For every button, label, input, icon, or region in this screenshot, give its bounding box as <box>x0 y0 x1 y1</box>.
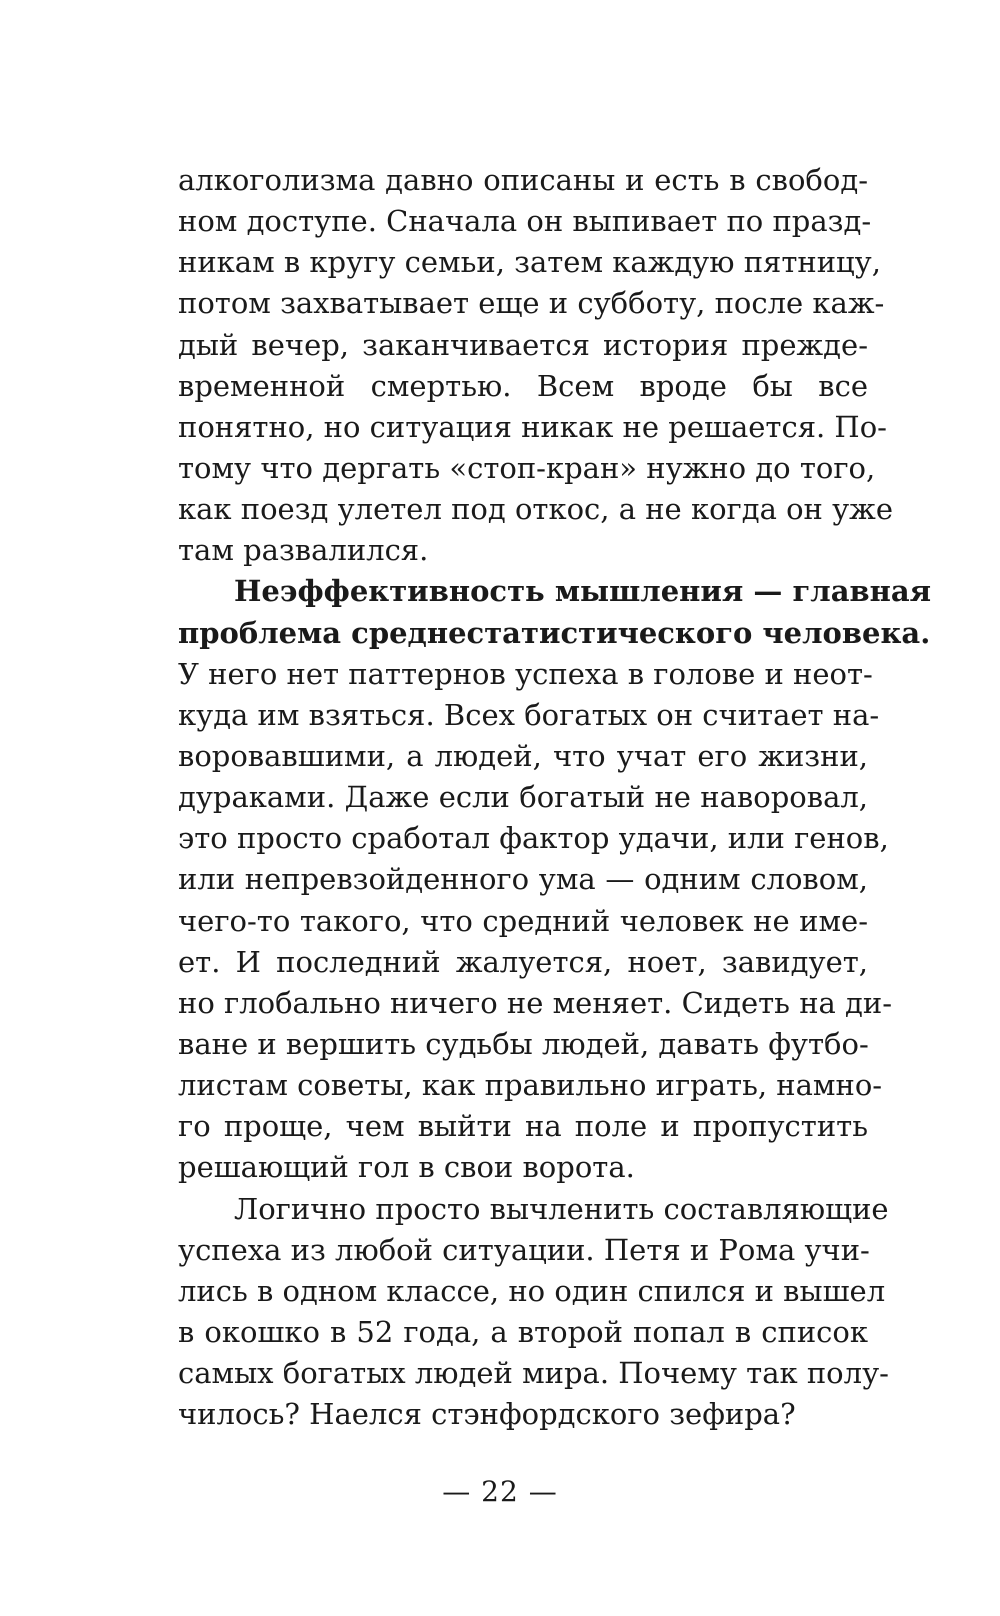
paragraph-2 <box>178 571 932 1188</box>
text-line: как поезд улетел под откос, а не когда он уже <box>178 492 893 527</box>
text-line: чилось? Наелся стэнфордского зефира? <box>178 1397 796 1432</box>
text-line: понятно, но ситуация никак не решается. По- <box>178 409 887 444</box>
text-line: го проще, чем выйти на поле и пропустить <box>178 1109 868 1144</box>
bold-thesis-line: Неэффективность мышления — главная <box>234 574 932 609</box>
page-number: — 22 — <box>442 1475 558 1508</box>
text-line: в окошко в 52 года, а второй попал в список <box>178 1314 868 1349</box>
text-line: там развалился. <box>178 533 429 568</box>
text-line: ном доступе. Сначала он выпивает по празд- <box>178 204 872 239</box>
text-line: или непревзойденного ума — одним словом, <box>178 862 868 897</box>
text-line: потом захватывает еще и субботу, после каж- <box>178 286 885 321</box>
text-line: никам в кругу семьи, затем каждую пятницу, <box>178 245 881 280</box>
text-line: куда им взяться. Всех богатых он считает на- <box>178 697 880 732</box>
text-line: воровавшими, а людей, что учат его жизни, <box>178 738 868 773</box>
text-line: успеха из любой ситуации. Петя и Рома учи- <box>178 1232 870 1267</box>
text-line: листам советы, как правильно играть, намно- <box>178 1068 883 1103</box>
text-line: ет. И последний жалуется, ноет, завидует, <box>178 944 868 979</box>
text-line: это просто сработал фактор удачи, или генов, <box>178 821 889 856</box>
text-line: Логично просто вычленить составляющие <box>234 1191 889 1226</box>
text-line: тому что дергать «стоп-кран» нужно до того, <box>178 450 876 485</box>
text-line: У него нет паттернов успеха в голове и неот- <box>178 656 873 691</box>
bold-thesis-line: проблема среднестатистического человека. <box>178 615 931 650</box>
text-line: алкоголизма давно описаны и есть в свобод- <box>178 163 868 197</box>
text-line: лись в одном классе, но один спился и вышел <box>178 1273 886 1308</box>
text-line: самых богатых людей мира. Почему так полу- <box>178 1356 889 1391</box>
text-line: дураками. Даже если богатый не наворовал, <box>178 780 868 815</box>
text-line: но глобально ничего не меняет. Сидеть на ди- <box>178 985 893 1020</box>
text-line: дый вечер, заканчивается история прежде- <box>178 327 868 362</box>
text-line: ване и вершить судьбы людей, давать футбо- <box>178 1026 869 1061</box>
body-text <box>178 160 932 1435</box>
text-line: чего-то такого, что средний человек не име- <box>178 903 868 938</box>
text-line: временной смертью. Всем вроде бы все <box>178 368 868 403</box>
text-line: решающий гол в свои ворота. <box>178 1150 635 1185</box>
paragraph-3 <box>178 1189 889 1436</box>
paragraph-1 <box>178 160 893 571</box>
